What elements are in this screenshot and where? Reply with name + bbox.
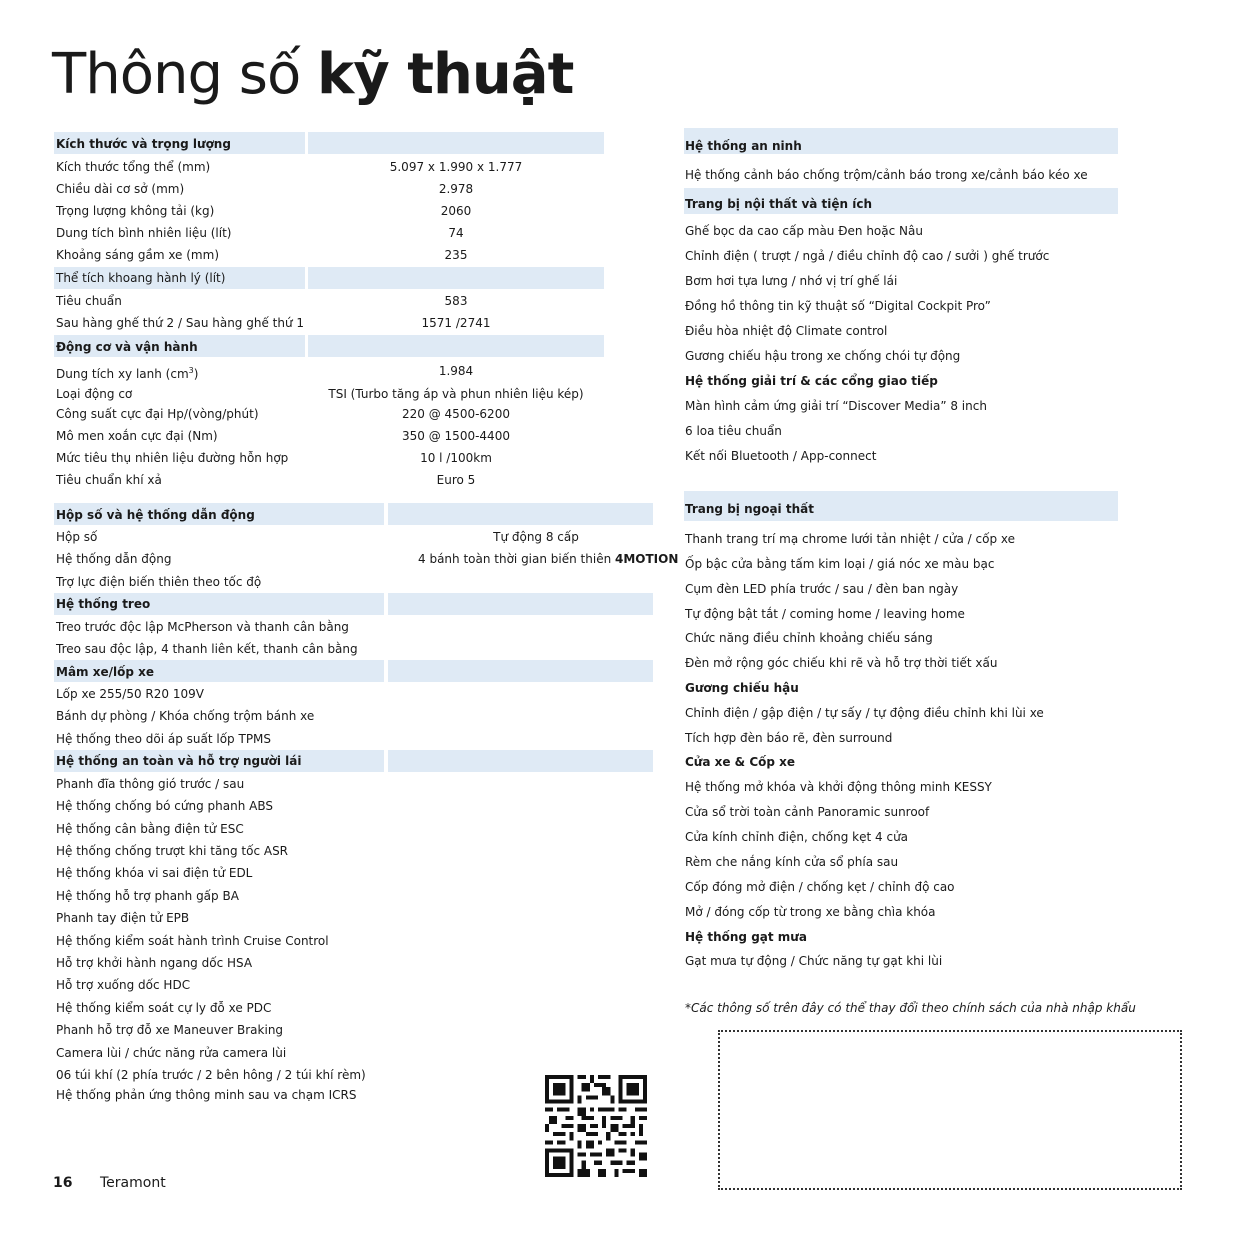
section-header-safety: Hệ thống an toàn và hỗ trợ người lái <box>56 754 302 768</box>
spec-row: Chỉnh điện / gập điện / tự sấy / tự động điều chỉnh khi lùi xe <box>685 706 1044 720</box>
disclaimer-note: *Các thông số trên đây có thể thay đổi theo chính sách của nhà nhập khẩu <box>685 1001 1136 1015</box>
title-bold: kỹ thuật <box>317 42 574 107</box>
spec-row: Hệ thống theo dõi áp suất lốp TPMS <box>56 732 272 746</box>
spec-row: Tự động bật tắt / coming home / leaving home <box>685 607 965 621</box>
spec-value: 2.978 <box>438 182 474 196</box>
spec-label: Hộp số <box>56 530 98 544</box>
spec-value: Euro 5 <box>436 473 476 487</box>
spec-row: Phanh hỗ trợ đỗ xe Maneuver Braking <box>56 1023 284 1037</box>
section-header-wiper: Hệ thống gạt mưa <box>685 930 807 944</box>
spec-value: 74 <box>448 226 464 240</box>
spec-row: Hỗ trợ xuống dốc HDC <box>56 978 191 992</box>
spec-row <box>56 383 606 405</box>
spec-value: 220 @ 4500-6200 <box>402 407 510 421</box>
spec-row: Lốp xe 255/50 R20 109V <box>56 687 204 701</box>
spec-row: 6 loa tiêu chuẩn <box>685 424 782 438</box>
spec-row: Đèn mở rộng góc chiếu khi rẽ và hỗ trợ thời tiết xấu <box>685 656 998 670</box>
spec-row <box>56 548 679 570</box>
spec-row: Hệ thống kiểm soát cự ly đỗ xe PDC <box>56 1001 272 1015</box>
header-bg <box>388 503 653 525</box>
section-header-gearbox: Hộp số và hệ thống dẫn động <box>56 508 255 522</box>
section-header-interior: Trang bị nội thất và tiện ích <box>685 197 873 211</box>
spec-row <box>56 447 606 469</box>
header-bg <box>308 132 604 154</box>
spec-value: 1571 /2741 <box>421 316 491 330</box>
spec-row: Phanh đĩa thông gió trước / sau <box>56 777 245 791</box>
spec-row: Mở / đóng cốp từ trong xe bằng chìa khóa <box>685 905 936 919</box>
spec-row <box>56 312 606 334</box>
spec-row <box>56 360 606 382</box>
header-bg <box>388 593 653 615</box>
spec-row: Hệ thống kiểm soát hành trình Cruise Control <box>56 934 329 948</box>
spec-label: Dung tích bình nhiên liệu (lít) <box>56 226 232 240</box>
dealer-stamp-box <box>718 1030 1182 1190</box>
spec-value: 10 l /100km <box>420 451 492 465</box>
spec-row <box>56 200 606 222</box>
spec-row: Hệ thống mở khóa và khởi động thông minh KESSY <box>685 780 992 794</box>
spec-row: Hệ thống phản ứng thông minh sau va chạm ICRS <box>56 1088 357 1102</box>
spec-row: Ghế bọc da cao cấp màu Đen hoặc Nâu <box>685 224 923 238</box>
spec-label: Mô men xoắn cực đại (Nm) <box>56 429 218 443</box>
spec-row <box>56 403 606 425</box>
spec-label: Trọng lượng không tải (kg) <box>56 204 215 218</box>
spec-row: Ốp bậc cửa bằng tấm kim loại / giá nóc xe màu bạc <box>685 557 995 571</box>
spec-value: Tự động 8 cấp <box>493 530 579 544</box>
spec-label: Khoảng sáng gầm xe (mm) <box>56 248 219 262</box>
spec-row <box>56 222 606 244</box>
spec-label: Kích thước tổng thể (mm) <box>56 160 211 174</box>
spec-label: Hệ thống dẫn động <box>56 552 172 566</box>
spec-row <box>56 244 606 266</box>
spec-row: Kết nối Bluetooth / App-connect <box>685 449 877 463</box>
spec-value: 4 bánh toàn thời gian biến thiên 4MOTION <box>418 552 679 566</box>
spec-row <box>56 178 606 200</box>
spec-row: Chỉnh điện ( trượt / ngả / điều chỉnh độ cao / sưởi ) ghế trước <box>685 249 1050 263</box>
spec-value: TSI (Turbo tăng áp và phun nhiên liệu kép) <box>328 387 584 401</box>
spec-value: 2060 <box>440 204 472 218</box>
spec-row: Treo sau độc lập, 4 thanh liên kết, thanh cân bằng <box>56 642 358 656</box>
spec-label: Mức tiêu thụ nhiên liệu đường hỗn hợp <box>56 451 289 465</box>
header-bg <box>388 660 653 682</box>
spec-label: Loại động cơ <box>56 387 133 401</box>
page-title <box>52 40 573 110</box>
spec-label: Dung tích xy lanh $(cm^3)$ <box>56 366 199 381</box>
spec-row: Chức năng điều chỉnh khoảng chiếu sáng <box>685 631 933 645</box>
section-header-mirror: Gương chiếu hậu <box>685 681 799 695</box>
spec-row: 06 túi khí (2 phía trước / 2 bên hông / 2 túi khí rèm) <box>56 1068 366 1082</box>
section-header-dimensions: Kích thước và trọng lượng <box>56 137 231 151</box>
section-header-infotainment: Hệ thống giải trí & các cổng giao tiếp <box>685 374 938 388</box>
header-bg <box>388 750 653 772</box>
spec-row: Thanh trang trí mạ chrome lưới tản nhiệt / cửa / cốp xe <box>685 532 1016 546</box>
spec-row <box>56 156 606 178</box>
spec-value: 235 <box>444 248 468 262</box>
model-name: Teramont <box>100 1175 166 1191</box>
section-header-wheels: Mâm xe/lốp xe <box>56 665 154 679</box>
spec-row: Tích hợp đèn báo rẽ, đèn surround <box>685 731 893 745</box>
spec-row: Hệ thống chống trượt khi tăng tốc ASR <box>56 844 289 858</box>
spec-label: Sau hàng ghế thứ 2 / Sau hàng ghế thứ 1 <box>56 316 305 330</box>
spec-row <box>56 469 606 491</box>
spec-row: Bánh dự phòng / Khóa chống trộm bánh xe <box>56 709 315 723</box>
spec-row: Hệ thống hỗ trợ phanh gấp BA <box>56 889 239 903</box>
header-bg <box>308 335 604 357</box>
spec-row: Gương chiếu hậu trong xe chống chói tự động <box>685 349 961 363</box>
spec-label: Chiều dài cơ sở (mm) <box>56 182 185 196</box>
header-bg <box>308 267 604 289</box>
spec-row: Hệ thống cân bằng điện tử ESC <box>56 822 244 836</box>
spec-row: Cốp đóng mở điện / chống kẹt / chỉnh độ cao <box>685 880 955 894</box>
spec-value: 583 <box>444 294 468 308</box>
spec-row: Rèm che nắng kính cửa sổ phía sau <box>685 855 899 869</box>
spec-row: Hệ thống chống bó cứng phanh ABS <box>56 799 273 813</box>
spec-row: Điều hòa nhiệt độ Climate control <box>685 324 888 338</box>
spec-row: Trợ lực điện biến thiên theo tốc độ <box>56 575 262 589</box>
spec-row <box>56 425 606 447</box>
section-header-exterior: Trang bị ngoại thất <box>685 502 814 516</box>
spec-label: Tiêu chuẩn <box>56 294 122 308</box>
section-header-engine: Động cơ và vận hành <box>56 340 198 354</box>
spec-label: Công suất cực đại Hp/(vòng/phút) <box>56 407 259 421</box>
spec-value: 1.984 <box>438 364 474 378</box>
spec-row: Gạt mưa tự động / Chức năng tự gạt khi lùi <box>685 954 943 968</box>
spec-row: Bơm hơi tựa lưng / nhớ vị trí ghế lái <box>685 274 898 288</box>
spec-row: Phanh tay điện tử EPB <box>56 911 190 925</box>
qr-code-icon <box>545 1075 647 1177</box>
section-header-doors: Cửa xe & Cốp xe <box>685 755 796 769</box>
spec-label: Tiêu chuẩn khí xả <box>56 473 162 487</box>
spec-row: Hệ thống cảnh báo chống trộm/cảnh báo trong xe/cảnh báo kéo xe <box>685 168 1088 182</box>
spec-row <box>56 526 656 548</box>
spec-row: Màn hình cảm ứng giải trí “Discover Media” 8 inch <box>685 399 987 413</box>
spec-row <box>56 290 606 312</box>
spec-row: Cửa kính chỉnh điện, chống kẹt 4 cửa <box>685 830 909 844</box>
spec-row: Hỗ trợ khởi hành ngang dốc HSA <box>56 956 253 970</box>
page-number: 16 <box>53 1175 73 1191</box>
section-header-luggage: Thể tích khoang hành lý (lít) <box>56 271 226 285</box>
title-light: Thông số <box>52 42 318 107</box>
spec-row: Camera lùi / chức năng rửa camera lùi <box>56 1046 287 1060</box>
spec-row: Cửa sổ trời toàn cảnh Panoramic sunroof <box>685 805 930 819</box>
section-header-suspension: Hệ thống treo <box>56 597 151 611</box>
spec-row: Treo trước độc lập McPherson và thanh cân bằng <box>56 620 349 634</box>
spec-value: 5.097 x 1.990 x 1.777 <box>389 160 523 174</box>
spec-row: Đồng hồ thông tin kỹ thuật số “Digital Cockpit Pro” <box>685 299 991 313</box>
spec-row: Hệ thống khóa vi sai điện tử EDL <box>56 866 253 880</box>
section-header-security: Hệ thống an ninh <box>685 139 802 153</box>
spec-row: Cụm đèn LED phía trước / sau / đèn ban ngày <box>685 582 959 596</box>
spec-value: 350 @ 1500-4400 <box>402 429 510 443</box>
